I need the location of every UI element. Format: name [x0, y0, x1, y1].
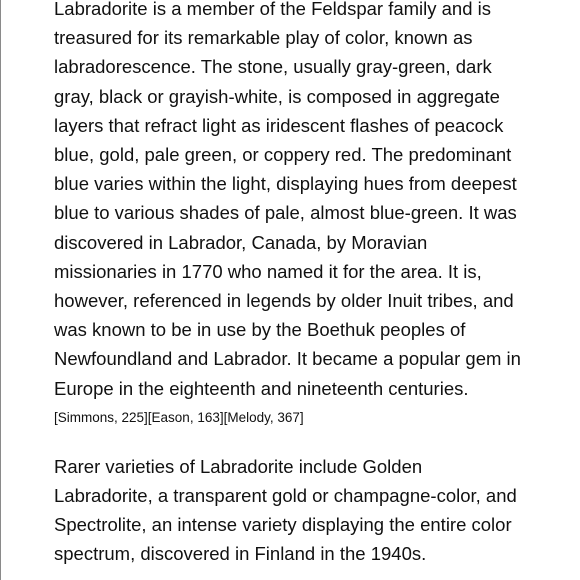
text-line: however, referenced in legends by older Inuit tribes, and	[54, 290, 514, 312]
text-line: Newfoundland and Labrador. It became a popular gem in	[54, 348, 521, 370]
text-line: treasured for its remarkable play of color, known as	[54, 27, 473, 49]
text-line: blue varies within the light, displaying hues from deepest	[54, 173, 517, 195]
text-line: spectrum, discovered in Finland in the 1940s.	[54, 543, 427, 565]
text-line: layers that refract light as iridescent flashes of peacock	[54, 114, 504, 136]
text-line: Spectrolite, an intense variety displaying the entire color	[54, 514, 512, 536]
text-line: labradorescence. The stone, usually gray-green, dark	[54, 56, 492, 78]
left-border-rule	[0, 0, 1, 580]
text-line: blue to various shades of pale, almost blue-green. It was	[54, 202, 517, 224]
text-line: Labradorite, a transparent gold or champagne-color, and	[54, 485, 517, 507]
document-body	[54, 0, 532, 569]
text-line: discovered in Labrador, Canada, by Moravian	[54, 231, 428, 253]
paragraph-rarer-varieties	[54, 452, 532, 569]
text-line: Europe in the eighteenth and nineteenth centuries.	[54, 377, 469, 399]
text-line: blue, gold, pale green, or coppery red. The predominant	[54, 144, 512, 166]
text-line: was known to be in use by the Boethuk peoples of	[54, 319, 466, 341]
citation-references: [Simmons, 225][Eason, 163][Melody, 367]	[54, 409, 304, 425]
text-line: Labradorite is a member of the Feldspar family and is	[54, 0, 492, 19]
text-line: gray, black or grayish-white, is composed in aggregate	[54, 85, 500, 107]
paragraph-labradorite-description	[54, 0, 532, 403]
text-line: Rarer varieties of Labradorite include Golden	[54, 455, 423, 477]
text-line: missionaries in 1770 who named it for the area. It is,	[54, 260, 482, 282]
